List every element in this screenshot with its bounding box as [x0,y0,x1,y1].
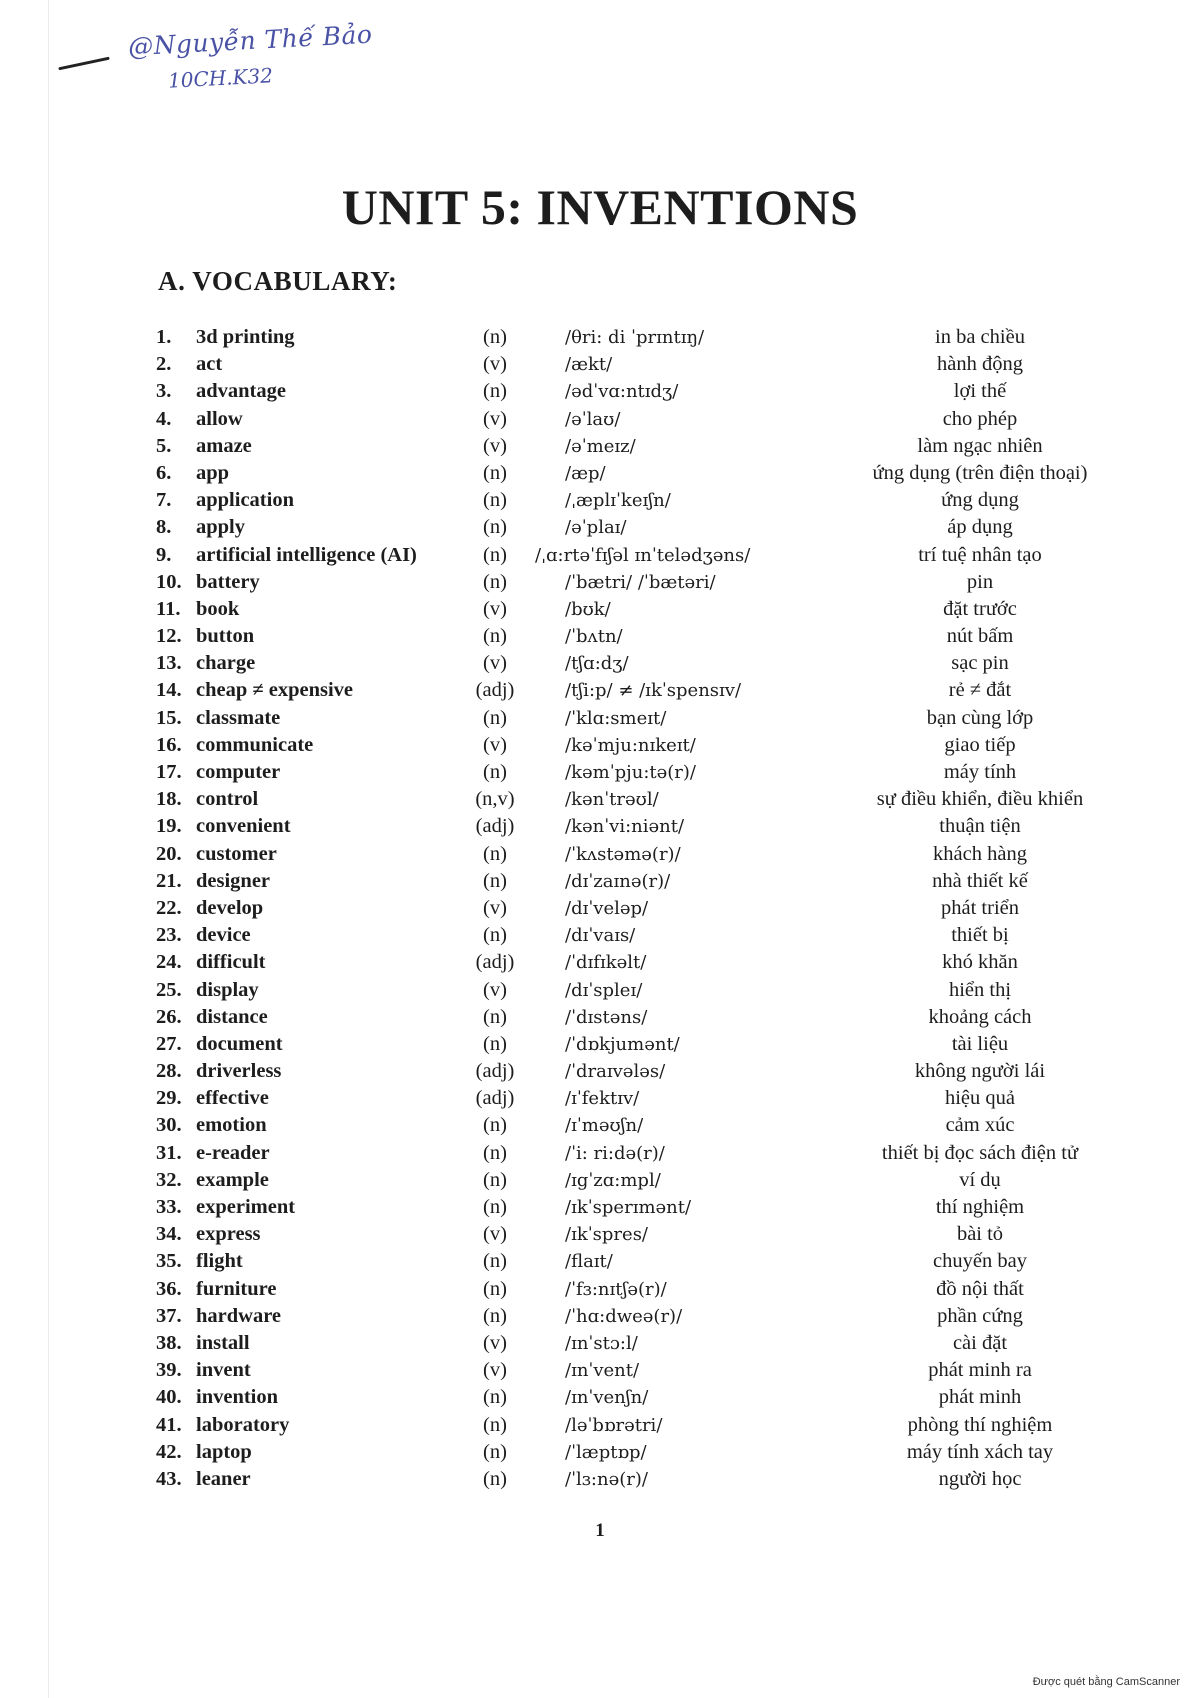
vocab-number: 30. [156,1114,182,1137]
vocab-number: 41. [156,1413,182,1436]
vocab-word: furniture [196,1277,277,1300]
vocab-part-of-speech: (v) [483,896,507,919]
vocab-meaning: cảm xúc [945,1114,1015,1137]
vocab-number: 37. [156,1304,182,1327]
vocab-number: 28. [156,1060,182,1083]
vocab-part-of-speech: (n,v) [475,788,515,811]
vocab-word: control [196,788,259,811]
handwritten-name: @Nguyễn Thế Bảo [127,19,374,62]
vocab-part-of-speech: (adj) [475,1060,515,1083]
vocab-word: develop [196,896,264,919]
vocab-row [0,1169,1200,1196]
vocab-number: 36. [156,1277,182,1300]
vocab-meaning: ứng dụng (trên điện thoại) [872,461,1088,484]
vocab-pronunciation: /ˌæplɪˈkeɪʃn/ [565,490,671,512]
vocab-part-of-speech: (v) [483,652,507,675]
vocab-part-of-speech: (n) [483,489,507,512]
vocab-pronunciation: /æp/ [565,462,606,484]
vocab-pronunciation: /ədˈvɑ:ntɪdʒ/ [565,381,679,403]
vocab-row [0,625,1200,652]
vocab-meaning: đặt trước [943,597,1017,620]
vocab-pronunciation: /ɪkˈspres/ [565,1224,648,1246]
vocab-meaning: nhà thiết kế [932,869,1028,892]
vocab-word: difficult [196,951,266,974]
vocab-row [0,1468,1200,1495]
vocab-word: communicate [196,733,314,756]
vocab-row [0,1087,1200,1114]
vocab-number: 9. [156,543,172,566]
vocab-part-of-speech: (n) [483,1032,507,1055]
vocab-part-of-speech: (n) [483,1304,507,1327]
vocab-pronunciation: /ɪnˈstɔ:l/ [565,1332,638,1354]
vocab-row [0,1332,1200,1359]
vocab-pronunciation: /əˈmeɪz/ [565,435,636,457]
vocab-number: 17. [156,761,182,783]
vocab-row [0,462,1200,489]
vocab-part-of-speech: (n) [483,461,507,484]
vocab-part-of-speech: (n) [483,1168,507,1191]
vocab-number: 1. [156,326,172,348]
vocabulary-list [0,326,1200,1495]
vocab-row [0,326,1200,353]
vocab-meaning: máy tính xách tay [906,1440,1054,1463]
vocab-part-of-speech: (n) [483,706,507,729]
vocab-row [0,870,1200,897]
vocab-word: act [196,353,223,376]
vocab-word: install [196,1331,250,1354]
vocab-row [0,761,1200,788]
vocab-number: 16. [156,733,182,756]
vocab-pronunciation: /ˈlæptɒp/ [565,1441,647,1463]
vocab-number: 3. [156,380,172,403]
vocab-row [0,1414,1200,1441]
vocab-number: 12. [156,625,182,648]
vocab-part-of-speech: (n) [483,1413,507,1436]
vocab-row [0,1033,1200,1060]
vocab-number: 34. [156,1223,182,1246]
vocab-number: 31. [156,1141,182,1164]
vocab-word: laptop [196,1440,252,1463]
vocab-pronunciation: /ˈi: ri:də(r)/ [565,1142,665,1164]
vocab-number: 35. [156,1250,182,1273]
vocab-number: 43. [156,1467,182,1490]
vocab-row [0,707,1200,734]
vocab-number: 23. [156,924,182,947]
vocab-meaning: khoảng cách [928,1005,1032,1028]
vocab-meaning: bài tỏ [956,1223,1004,1246]
vocab-row [0,652,1200,679]
vocab-meaning: tài liệu [951,1032,1009,1055]
vocab-word: flight [196,1250,243,1273]
vocab-pronunciation: /ˌɑ:rtəˈfɪʃəl ɪnˈtelədʒəns/ [535,544,751,566]
vocab-meaning: phát minh [938,1386,1022,1409]
vocab-pronunciation: /kəˈmju:nɪkeɪt/ [565,734,696,756]
vocab-meaning: khách hàng [933,842,1027,865]
vocab-part-of-speech: (v) [483,353,507,376]
vocab-meaning: không người lái [914,1060,1046,1083]
vocab-number: 18. [156,788,182,811]
vocab-number: 2. [156,353,172,376]
vocab-pronunciation: /dɪˈspleɪ/ [565,979,643,1001]
vocab-pronunciation: /ɪnˈvenʃn/ [565,1387,649,1409]
vocab-pronunciation: /ækt/ [565,354,613,376]
vocab-part-of-speech: (n) [483,1196,507,1218]
vocab-number: 40. [156,1386,182,1409]
vocab-meaning: làm ngạc nhiên [917,434,1043,457]
vocab-pronunciation: /ɪˈməʊʃn/ [565,1115,644,1137]
vocab-row [0,489,1200,516]
vocab-word: experiment [196,1196,296,1218]
vocab-meaning: thiết bị đọc sách điện tử [881,1141,1079,1164]
vocab-number: 5. [156,434,172,457]
vocab-part-of-speech: (n) [483,625,507,648]
vocab-row [0,380,1200,407]
vocab-number: 21. [156,869,182,892]
vocab-row [0,897,1200,924]
vocab-row [0,1223,1200,1250]
vocab-part-of-speech: (n) [483,380,507,403]
vocab-part-of-speech: (adj) [475,951,515,974]
vocab-number: 10. [156,570,182,593]
vocab-word: 3d printing [196,326,295,348]
vocab-row [0,1006,1200,1033]
vocab-number: 27. [156,1032,182,1055]
vocab-word: device [196,924,251,947]
vocab-part-of-speech: (v) [483,1359,507,1382]
vocab-pronunciation: /ɪgˈzɑ:mpl/ [565,1169,661,1191]
vocab-part-of-speech: (adj) [475,679,515,702]
handwritten-note [58,18,378,98]
vocab-number: 32. [156,1168,182,1191]
vocab-part-of-speech: (n) [483,761,507,783]
vocab-word: leaner [196,1467,251,1490]
vocab-word: book [196,597,240,620]
vocab-word: amaze [196,434,252,457]
vocab-row [0,979,1200,1006]
vocab-word: classmate [196,706,281,729]
vocab-row [0,951,1200,978]
vocab-meaning: chuyến bay [933,1250,1027,1273]
vocab-word: express [196,1223,261,1246]
vocab-part-of-speech: (n) [483,516,507,539]
vocab-number: 29. [156,1087,182,1110]
vocab-pronunciation: /ɪˈfektɪv/ [565,1088,640,1110]
vocab-row [0,788,1200,815]
vocab-word: document [196,1032,283,1055]
vocab-meaning: trí tuệ nhân tạo [918,543,1042,566]
vocab-meaning: thuận tiện [939,815,1021,838]
vocab-part-of-speech: (n) [483,924,507,947]
vocab-meaning: khó khăn [942,951,1018,974]
vocab-word: apply [196,516,245,539]
vocab-number: 20. [156,842,182,865]
vocab-part-of-speech: (n) [483,1141,507,1164]
vocab-pronunciation: /ˈdɒkjumənt/ [565,1033,680,1055]
vocab-word: battery [196,570,260,593]
vocab-pronunciation: /ˈklɑ:smeɪt/ [565,707,667,729]
vocab-number: 33. [156,1196,182,1218]
vocab-meaning: pin [966,570,994,593]
vocab-row [0,1142,1200,1169]
vocab-pronunciation: /ɪnˈvent/ [565,1360,640,1382]
vocab-part-of-speech: (v) [483,1223,507,1246]
vocab-pronunciation: /ləˈbɒrətri/ [565,1414,663,1436]
vocab-meaning: bạn cùng lớp [926,706,1034,729]
vocab-row [0,571,1200,598]
vocab-meaning: hành động [937,353,1023,376]
vocab-pronunciation: /tʃɑ:dʒ/ [565,653,629,675]
vocab-word: invent [196,1359,251,1382]
vocab-pronunciation: /ɪkˈsperɪmənt/ [565,1197,692,1218]
vocab-part-of-speech: (v) [483,1331,507,1354]
vocab-pronunciation: /θri: di ˈprɪntɪŋ/ [565,327,705,348]
vocab-meaning: giao tiếp [944,733,1016,756]
vocab-part-of-speech: (adj) [475,1087,515,1110]
vocab-row [0,815,1200,842]
vocab-meaning: hiệu quả [944,1087,1016,1110]
vocab-word: distance [196,1005,268,1028]
vocab-meaning: hiển thị [948,978,1012,1001]
vocab-row [0,408,1200,435]
vocab-row [0,516,1200,543]
vocab-number: 6. [156,461,172,484]
vocab-meaning: sự điều khiển, điều khiển [876,788,1084,811]
vocab-word: advantage [196,380,286,403]
vocab-part-of-speech: (n) [483,1386,507,1409]
vocab-pronunciation: /əˈplaɪ/ [565,517,627,539]
vocab-number: 8. [156,516,172,539]
vocab-meaning: người học [938,1467,1022,1490]
vocab-meaning: cài đặt [952,1331,1008,1354]
section-heading: A. VOCABULARY: [158,266,398,296]
vocab-number: 7. [156,489,172,512]
vocab-pronunciation: /ˈkʌstəmə(r)/ [565,843,681,865]
vocab-pronunciation: /ˈdraɪvələs/ [565,1061,666,1083]
vocab-word: effective [196,1087,269,1110]
vocab-meaning: lợi thế [953,380,1007,403]
vocab-meaning: đồ nội thất [936,1277,1024,1300]
vocab-word: example [196,1168,269,1191]
vocab-pronunciation: /tʃi:p/ ≠ /ɪkˈspensɪv/ [565,680,742,702]
vocab-part-of-speech: (adj) [475,815,515,838]
vocab-number: 13. [156,652,182,675]
vocab-row [0,1060,1200,1087]
handwritten-class: 10CH.K32 [167,63,274,93]
vocab-meaning: phòng thí nghiệm [907,1413,1053,1436]
vocab-pronunciation: /kənˈtrəʊl/ [565,789,659,811]
vocab-row [0,435,1200,462]
vocab-row [0,544,1200,571]
vocab-part-of-speech: (n) [483,842,507,865]
vocab-part-of-speech: (v) [483,434,507,457]
handwritten-dash [58,57,109,71]
vocab-word: designer [196,869,271,892]
vocab-row [0,598,1200,625]
vocab-number: 22. [156,896,182,919]
vocab-meaning: ví dụ [959,1168,1001,1191]
vocab-meaning: phát triển [941,896,1019,919]
vocab-word: computer [196,761,281,783]
vocab-part-of-speech: (n) [483,1005,507,1028]
vocab-number: 4. [156,407,172,430]
vocab-part-of-speech: (n) [483,1250,507,1273]
vocab-part-of-speech: (n) [483,543,507,566]
vocab-pronunciation: /ˈlɜ:nə(r)/ [565,1468,648,1490]
vocab-pronunciation: /ˈfɜ:nɪtʃə(r)/ [565,1278,667,1300]
vocab-row [0,1305,1200,1332]
vocab-part-of-speech: (n) [483,1114,507,1137]
vocab-pronunciation: /flaɪt/ [565,1251,613,1273]
vocab-meaning: cho phép [942,407,1018,430]
page-title: UNIT 5: INVENTIONS [341,179,859,235]
vocab-meaning: ứng dụng [941,489,1019,512]
vocab-word: charge [196,652,256,675]
vocab-word: display [196,978,259,1001]
vocab-row [0,1441,1200,1468]
vocab-row [0,679,1200,706]
vocab-meaning: máy tính [943,761,1017,783]
vocab-row [0,1386,1200,1413]
vocab-number: 25. [156,978,182,1001]
vocab-meaning: áp dụng [947,516,1013,539]
vocab-number: 15. [156,706,182,729]
vocab-meaning: sạc pin [951,652,1009,675]
vocab-number: 39. [156,1359,182,1382]
vocab-part-of-speech: (n) [483,1440,507,1463]
vocab-pronunciation: /ˈbʌtn/ [565,626,623,648]
vocab-part-of-speech: (n) [483,1467,507,1490]
vocab-number: 14. [156,679,182,702]
vocab-row [0,843,1200,870]
vocab-pronunciation: /ˈbætri/ /ˈbætəri/ [565,571,716,593]
vocab-part-of-speech: (n) [483,869,507,892]
vocab-meaning: phần cứng [937,1304,1023,1327]
vocab-row [0,353,1200,380]
vocab-word: cheap ≠ expensive [196,679,354,702]
vocab-part-of-speech: (v) [483,733,507,756]
vocab-row [0,734,1200,761]
vocab-word: e-reader [196,1141,270,1164]
vocab-number: 42. [156,1440,182,1463]
scanner-footer: Được quét bằng CamScanner [1032,1676,1180,1688]
vocab-meaning: nút bấm [946,625,1014,648]
vocab-number: 19. [156,815,182,838]
vocab-word: hardware [196,1304,282,1327]
vocab-part-of-speech: (n) [483,570,507,593]
page-number: 1 [595,1520,605,1541]
vocab-meaning: rẻ ≠ đắt [948,679,1012,702]
vocab-row [0,1196,1200,1223]
vocab-number: 38. [156,1331,182,1354]
vocab-meaning: in ba chiều [935,326,1025,348]
vocab-word: driverless [196,1060,282,1083]
vocab-row [0,1359,1200,1386]
vocab-pronunciation: /dɪˈzaɪnə(r)/ [565,870,671,892]
vocab-pronunciation: /dɪˈvaɪs/ [565,925,636,947]
vocab-row [0,1250,1200,1277]
vocab-word: convenient [196,815,291,838]
vocab-word: invention [196,1386,279,1409]
vocab-word: laboratory [196,1413,290,1436]
vocab-pronunciation: /ˈdɪfɪkəlt/ [565,952,647,974]
vocab-pronunciation: /kəmˈpju:tə(r)/ [565,762,697,783]
vocab-number: 24. [156,951,182,974]
vocab-meaning: phát minh ra [928,1359,1032,1382]
vocab-row [0,924,1200,951]
vocab-row [0,1278,1200,1305]
vocab-number: 26. [156,1005,182,1028]
vocab-pronunciation: /bʊk/ [565,598,611,620]
vocab-meaning: thí nghiệm [935,1196,1025,1218]
vocab-word: customer [196,842,277,865]
vocab-word: emotion [196,1114,267,1137]
vocab-word: app [196,461,230,484]
vocab-word: artificial intelligence (AI) [196,543,417,566]
vocab-word: allow [196,407,243,430]
vocab-pronunciation: /kənˈvi:niənt/ [565,816,685,838]
vocab-part-of-speech: (v) [483,597,507,620]
vocab-word: button [196,625,255,648]
vocab-part-of-speech: (n) [483,326,507,348]
vocab-part-of-speech: (v) [483,978,507,1001]
vocab-part-of-speech: (v) [483,407,507,430]
vocab-word: application [196,489,294,512]
vocab-pronunciation: /dɪˈveləp/ [565,897,649,919]
vocab-pronunciation: /ˈhɑ:dweə(r)/ [565,1305,683,1327]
vocab-pronunciation: /əˈlaʊ/ [565,408,621,430]
vocab-pronunciation: /ˈdɪstəns/ [565,1006,648,1028]
vocab-number: 11. [156,597,181,620]
vocab-row [0,1114,1200,1141]
vocab-meaning: thiết bị [951,924,1009,947]
vocab-part-of-speech: (n) [483,1277,507,1300]
